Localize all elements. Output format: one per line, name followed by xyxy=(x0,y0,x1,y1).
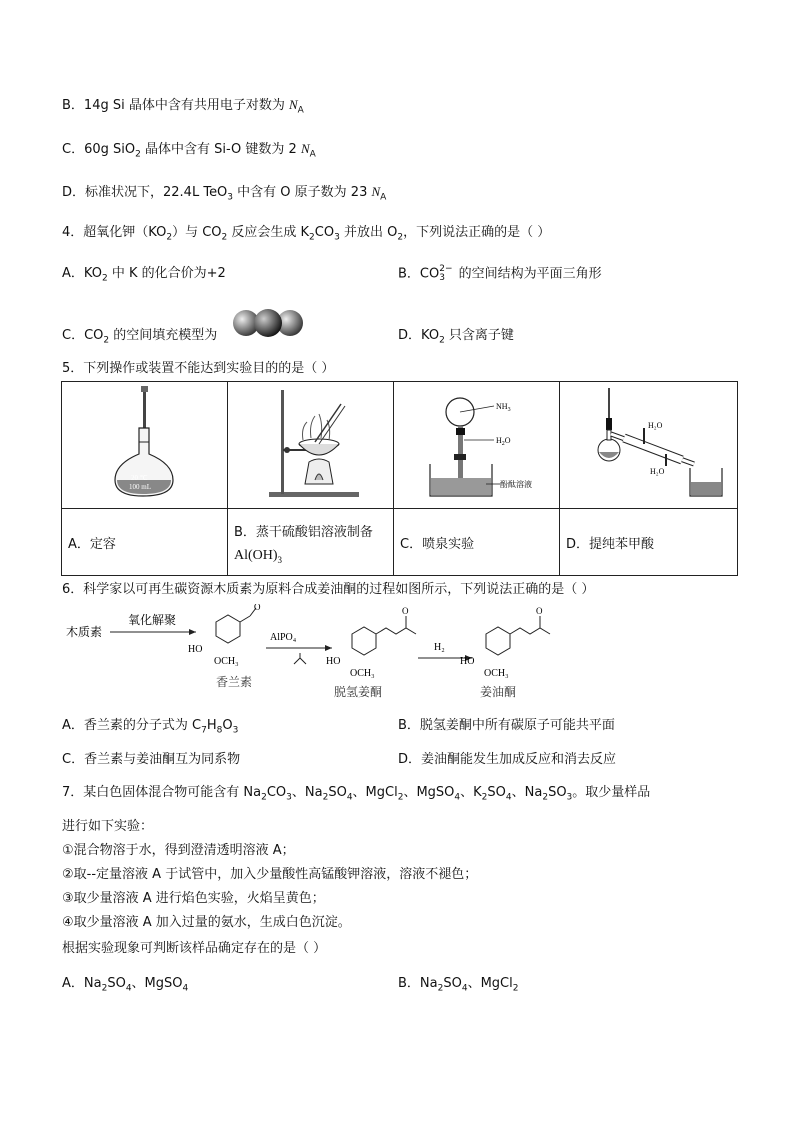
q3-option-c: C．60g SiO$_2$ 晶体中含有 Si-O 键数为 2 $N_A$ xyxy=(62,141,316,160)
dehydrozingerone-o: O xyxy=(402,606,409,616)
q5-apparatus-table xyxy=(61,381,738,576)
q7-line2: 进行如下实验： xyxy=(62,819,154,834)
water-in-label: H₂O xyxy=(649,467,664,476)
q3-option-b: B．14g Si 晶体中含有共用电子对数为 $N_A$ xyxy=(62,97,304,116)
q4-option-a: A．$KO_2$ 中 K 的化合价为+2 xyxy=(62,266,226,284)
lignin-label: 木质素 xyxy=(66,625,103,639)
h2o-label: $H_2O$ xyxy=(495,436,511,447)
q4-option-d: D．$KO_2$ 只含离子键 xyxy=(398,328,514,346)
zingerone-och3: OCH₃ xyxy=(484,668,509,679)
vanillin-name: 香兰素 xyxy=(216,675,253,689)
alpo4-label: AlPO₄ xyxy=(270,632,297,643)
q6-option-b: B．脱氢姜酮中所有碳原子可能共平面 xyxy=(398,718,615,733)
fountain-experiment-figure xyxy=(412,384,542,502)
dehydrozingerone-ho: HO xyxy=(326,656,341,667)
q6-option-c: C．香兰素与姜油酮互为同系物 xyxy=(62,752,241,767)
flask-volume-label: 100 mL xyxy=(128,483,151,491)
q4-stem: 4．超氧化钾$(KO_2)$与 $CO_2$ 反应会生成 $K_2CO_3$ 并放出 $O_2$，下列说法正确的是（ ） xyxy=(62,225,551,243)
dehydrozingerone-och3: OCH₃ xyxy=(350,668,375,679)
distillation-figure xyxy=(574,384,724,502)
volumetric-flask-figure xyxy=(85,384,205,502)
cell-fig-a xyxy=(62,382,228,509)
nh3-label: $NH_3$ xyxy=(495,402,511,413)
phenolphthalein-label: 酚酞溶液 xyxy=(499,480,532,489)
q7-step-4: ④取少量溶液 A 加入过量的氨水，生成白色沉淀。 xyxy=(62,915,351,930)
option-c-cell: C．喷泉实验 xyxy=(394,509,560,576)
co2-space-filling-model xyxy=(232,306,304,340)
q7-option-b: B．$Na_2SO_4$、MgCl$_2$ xyxy=(398,976,519,994)
h2-label: H₂ xyxy=(434,642,445,653)
vanillin-och3: OCH₃ xyxy=(214,656,239,667)
zingerone-name: 姜油酮 xyxy=(480,685,517,698)
water-out-label: H₂O xyxy=(647,421,662,430)
q6-stem: 6．科学家以可再生碳资源木质素为原料合成姜油酮的过程如图所示，下列说法正确的是（ ） xyxy=(62,582,595,597)
q7-step-1: ①混合物溶于水，得到澄清透明溶液 A； xyxy=(62,843,295,858)
option-a-cell: A．定容 xyxy=(62,509,228,576)
q7-step-2: ②取--定量溶液 A 于试管中，加入少量酸性高锰酸钾溶液，溶液不褪色； xyxy=(62,867,478,882)
vanillin-ho: HO xyxy=(188,644,203,655)
option-d-cell: D．提纯苯甲酸 xyxy=(560,509,738,576)
oxidative-depolymerization-label: 氧化解聚 xyxy=(128,613,177,627)
q4-option-b: B．CO2− 3 的空间结构为平面三角形 xyxy=(398,264,602,283)
vanillin-o: O xyxy=(254,604,261,612)
q6-option-a: A．香兰素的分子式为 $C_7H_8O_3$ xyxy=(62,718,239,736)
q5-stem: 5．下列操作或装置不能达到实验目的的是（ ） xyxy=(62,361,335,376)
q7-question: 根据实验现象可判断该样品确定存在的是（ ） xyxy=(62,941,327,956)
dehydrozingerone-name: 脱氢姜酮 xyxy=(334,685,383,698)
q4-option-c: C．$CO_2$ 的空间填充模型为 xyxy=(62,328,218,346)
q7-step-3: ③取少量溶液 A 进行焰色实验，火焰呈黄色； xyxy=(62,891,325,906)
flask-temp-label: 20 ℃ xyxy=(130,474,148,482)
evaporation-figure xyxy=(251,384,371,502)
option-b-cell: B．蒸干硫酸铝溶液制备 $Al(OH)_3$ xyxy=(228,509,394,576)
zingerone-ho: HO xyxy=(460,656,475,667)
q7-stem: 7．某白色固体混合物可能含有 $Na_2CO_3$、$Na_2SO_4$、MgCl$_2$、MgSO$_4$、$K_2SO_4$、$Na_2SO_3$。取少量样品 xyxy=(62,785,651,803)
cell-fig-c xyxy=(394,382,560,509)
q7-option-a: A．$Na_2SO_4$、MgSO$_4$ xyxy=(62,976,189,994)
zingerone-o: O xyxy=(536,606,543,616)
q3-option-d: D．标准状况下，22.4L TeO$_3$ 中含有 O 原子数为 23 $N_A$ xyxy=(62,184,387,203)
q6-option-d: D．姜油酮能发生加成反应和消去反应 xyxy=(398,752,617,767)
cell-fig-d xyxy=(560,382,738,509)
q6-reaction-scheme xyxy=(66,604,556,698)
cell-fig-b xyxy=(228,382,394,509)
